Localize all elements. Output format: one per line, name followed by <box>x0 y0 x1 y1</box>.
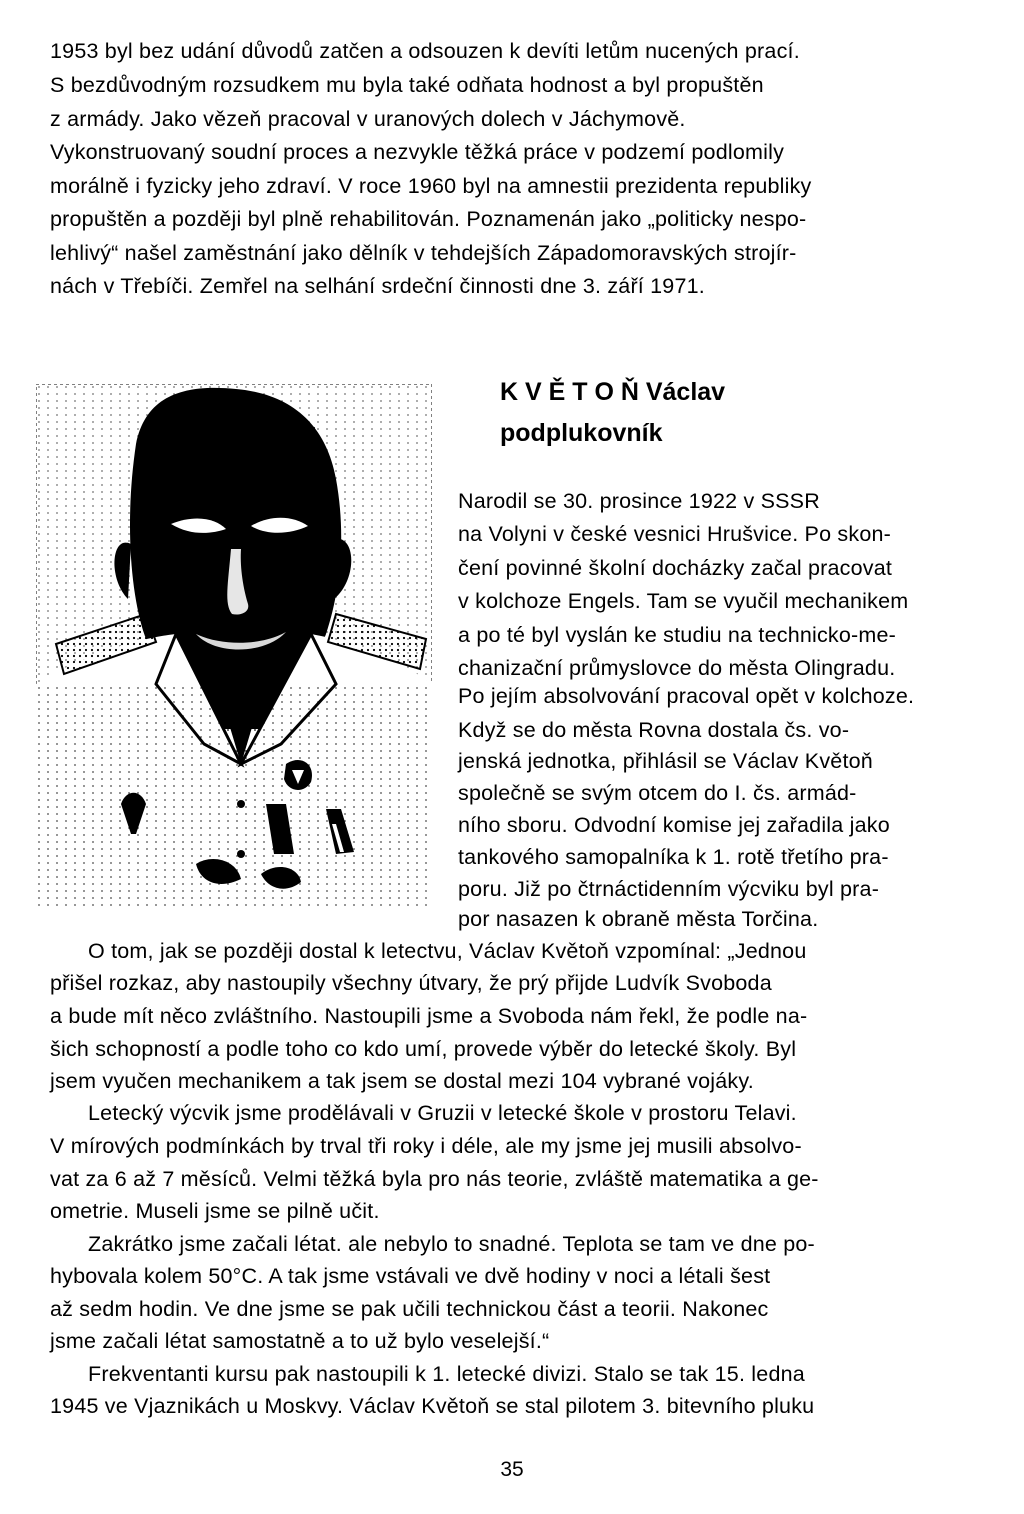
text-line: morálně i fyzicky jeho zdraví. V roce 1960 byl na amnestii prezidenta republiky <box>50 174 812 198</box>
text-line: z armády. Jako vězeň pracoval v uranových dolech v Jáchymově. <box>50 107 686 131</box>
text-line: chanizační průmyslovce do města Olingradu. <box>458 656 896 680</box>
text-line: Zakrátko jsme začali létat. ale nebylo to snadné. Teplota se tam ve dne po- <box>88 1232 815 1256</box>
text-line: Vykonstruovaný soudní proces a nezvykle těžká práce v podzemí podlomily <box>50 140 785 164</box>
text-line: a po té byl vyslán ke studiu na technicko-me- <box>458 623 897 647</box>
text-line: čení povinné školní docházky začal pracovat <box>458 556 893 580</box>
text-line: 1953 byl bez udání důvodů zatčen a odsouzen k devíti letům nucených prací. <box>50 39 800 63</box>
portrait-photo <box>36 384 432 906</box>
text-line: 1945 ve Vjaznikách u Moskvy. Václav Květoň se stal pilotem 3. bitevního pluku <box>50 1394 815 1418</box>
person-name-heading: K V Ě T O Ň Václav <box>500 378 726 406</box>
text-line: poru. Již po čtrnáctidenním výcviku byl pra- <box>458 877 880 901</box>
text-line: Když se do města Rovna dostala čs. vo- <box>458 718 850 742</box>
text-line: šich schopností a podle toho co kdo umí, provede výběr do letecké školy. Byl <box>50 1037 797 1061</box>
text-line: jsem vyučen mechanikem a tak jsem se dostal mezi 104 vybrané vojáky. <box>50 1069 754 1093</box>
text-line: Letecký výcvik jsme prodělávali v Gruzii v letecké škole v prostoru Telavi. <box>88 1101 797 1125</box>
text-line: Frekventanti kursu pak nastoupili k 1. letecké divizi. Stalo se tak 15. ledna <box>88 1362 805 1386</box>
text-line: společně se svým otcem do I. čs. armád- <box>458 781 857 805</box>
text-line: ního sboru. Odvodní komise jej zařadila jako <box>458 813 890 837</box>
text-line: hybovala kolem 50°C. A tak jsme vstávali ve dvě hodiny v noci a létali šest <box>50 1264 771 1288</box>
rank-heading: podplukovník <box>500 419 663 447</box>
text-line: přišel rozkaz, aby nastoupily všechny útvary, že prý přijde Ludvík Svoboda <box>50 971 772 995</box>
text-line: až sedm hodin. Ve dne jsme se pak učili technickou část a teorii. Nakonec <box>50 1297 769 1321</box>
page-number: 35 <box>500 1458 524 1481</box>
text-line: Narodil se 30. prosince 1922 v SSSR <box>458 489 820 513</box>
text-line: vat za 6 až 7 měsíců. Velmi těžká byla pro nás teorie, zvláště matematika a ge- <box>50 1167 819 1191</box>
text-line: v kolchoze Engels. Tam se vyučil mechanikem <box>458 589 909 613</box>
text-line: nách v Třebíči. Zemřel na selhání srdeční činnosti dne 3. září 1971. <box>50 274 705 298</box>
text-line: V mírových podmínkách by trval tři roky i déle, ale my jsme jej musili absolvo- <box>50 1134 802 1158</box>
text-line: Po jejím absolvování pracoval opět v kolchoze. <box>458 684 915 708</box>
text-line: jenská jednotka, přihlásil se Václav Květoň <box>458 749 873 773</box>
text-line: S bezdůvodným rozsudkem mu byla také odňata hodnost a byl propuštěn <box>50 73 764 97</box>
text-line: a bude mít něco zvláštního. Nastoupili jsme a Svoboda nám řekl, že podle na- <box>50 1004 808 1028</box>
text-line: lehlivý“ našel zaměstnání jako dělník v tehdejších Západomoravských strojír- <box>50 241 797 265</box>
text-line: O tom, jak se později dostal k letectvu, Václav Květoň vzpomínal: „Jednou <box>88 939 807 963</box>
text-line: propuštěn a později byl plně rehabilitován. Poznamenán jako „politicky nespo- <box>50 207 807 231</box>
text-line: ometrie. Museli jsme se pilně učit. <box>50 1199 380 1223</box>
text-line: jsme začali létat samostatně a to už bylo veselejší.“ <box>50 1329 550 1353</box>
text-line: tankového samopalníka k 1. rotě třetího pra- <box>458 845 889 869</box>
text-line: na Volyni v české vesnici Hrušvice. Po skon- <box>458 522 892 546</box>
text-line: por nasazen k obraně města Torčina. <box>458 907 819 931</box>
